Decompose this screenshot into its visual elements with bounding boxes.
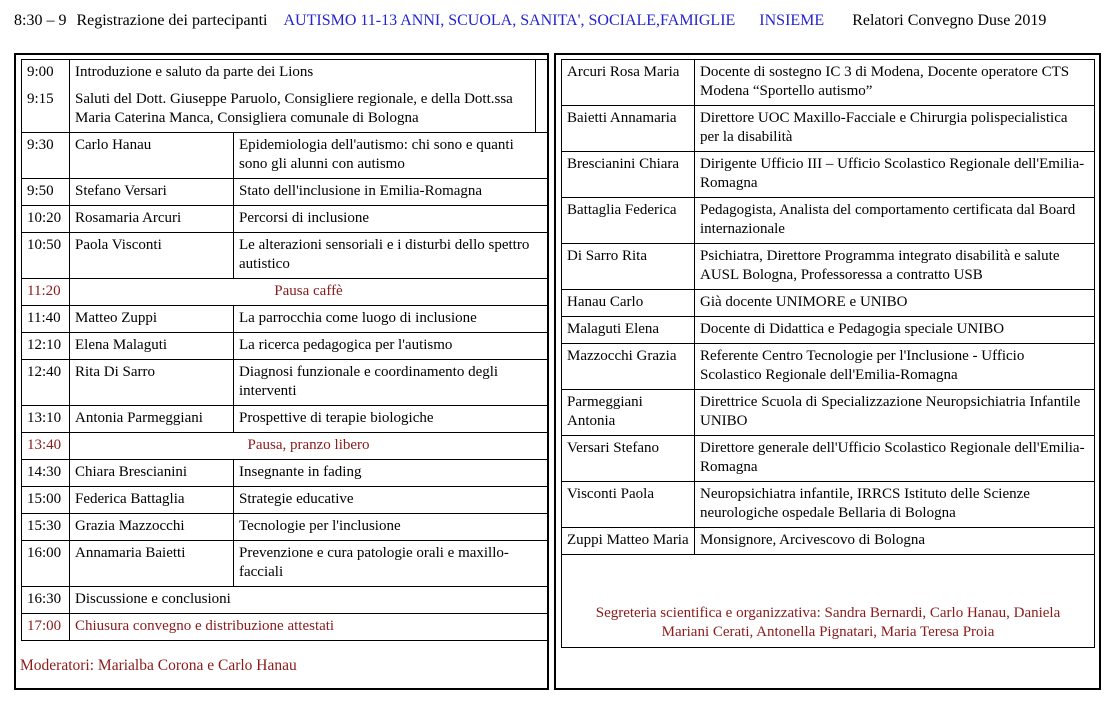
speaker-role-cell: Direttore UOC Maxillo-Facciale e Chirurgia polispecialistica per la disabilità [695,106,1095,152]
speaker-name-cell: Versari Stefano [562,436,695,482]
speaker-role-cell: Dirigente Ufficio III – Ufficio Scolastico Regionale dell'Emilia-Romagna [695,152,1095,198]
schedule-row [22,133,548,179]
schedule-table [21,59,548,641]
speaker-role-cell: Docente di Didattica e Pedagogia speciale UNIBO [695,317,1095,344]
conference-title: AUTISMO 11-13 ANNI, SCUOLA, SANITA', SOCIALE,FAMIGLIE [283,12,736,29]
schedule-row [22,333,548,360]
secretariat-row [562,555,1095,648]
topic-cell: Epidemiologia dell'autismo: chi sono e quanti sono gli alunni con autismo [234,133,548,179]
moderators-note: Moderatori: Marialba Corona e Carlo Hanau [20,657,297,674]
time-cell: 12:10 [22,333,70,360]
opening-description-1: Introduzione e saluto da parte dei Lions [75,64,314,80]
opening-description-cell [70,60,536,133]
speaker-row [562,198,1095,244]
topic-cell: Insegnante in fading [234,460,548,487]
speaker-role-cell: Neuropsichiatra infantile, IRRCS Istituto delle Scienze neurologiche ospedale Bellaria di Bologna [695,482,1095,528]
speaker-role-cell: Psichiatra, Direttore Programma integrato disabilità e salute AUSL Bologna, Professoressa a contratto USB [695,244,1095,290]
time-cell: 16:30 [22,587,70,614]
schedule-row [22,460,548,487]
speaker-row [562,244,1095,290]
speaker-row [562,106,1095,152]
time-cell: 11:20 [22,279,70,306]
time-cell: 15:00 [22,487,70,514]
topic-cell: Chiusura convegno e distribuzione attestati [70,614,548,641]
speaker-row [562,317,1095,344]
speaker-cell: Rita Di Sarro [70,360,234,406]
schedule-row [22,514,548,541]
time-cell: 13:40 [22,433,70,460]
speaker-row [562,344,1095,390]
speaker-cell: Antonia Parmeggiani [70,406,234,433]
topic-cell: Prevenzione e cura patologie orali e maxillo-facciali [234,541,548,587]
topic-cell: Le alterazioni sensoriali e i disturbi dello spettro autistico [234,233,548,279]
speaker-row [562,482,1095,528]
break-label-cell: Pausa, pranzo libero [70,433,548,460]
speaker-cell: Carlo Hanau [70,133,234,179]
topic-cell: Tecnologie per l'inclusione [234,514,548,541]
speaker-name-cell: Visconti Paola [562,482,695,528]
page-header [14,12,1099,30]
speaker-row [562,290,1095,317]
speaker-cell: Annamaria Baietti [70,541,234,587]
speaker-role-cell: Direttrice Scuola di Specializzazione Neuropsichiatria Infantile UNIBO [695,390,1095,436]
registration-time: 8:30 – 9 [14,12,67,29]
schedule-row [22,406,548,433]
time-cell: 9:50 [22,179,70,206]
speakers-table [561,59,1095,648]
topic-cell: Stato dell'inclusione in Emilia-Romagna [234,179,548,206]
break-row [22,433,548,460]
schedule-row-full [22,614,548,641]
speaker-cell: Elena Malaguti [70,333,234,360]
opening-description-2: Saluti del Dott. Giuseppe Paruolo, Consigliere regionale, e della Dott.ssa Maria Caterina Manca, Consigliera comunale di Bologna [75,91,513,126]
topic-cell: Diagnosi funzionale e coordinamento degli interventi [234,360,548,406]
opening-time-2: 9:15 [27,91,54,107]
break-label-cell: Pausa caffè [70,279,548,306]
time-cell: 10:20 [22,206,70,233]
opening-time-1: 9:00 [27,64,54,80]
schedule-row [22,233,548,279]
time-cell: 15:30 [22,514,70,541]
speaker-cell: Federica Battaglia [70,487,234,514]
header-right-label: Relatori Convegno Duse 2019 [852,12,1047,29]
speaker-name-cell: Zuppi Matteo Maria [562,528,695,555]
speaker-name-cell: Hanau Carlo [562,290,695,317]
topic-cell: Discussione e conclusioni [70,587,548,614]
topic-cell: Prospettive di terapie biologiche [234,406,548,433]
speaker-cell: Matteo Zuppi [70,306,234,333]
conference-title-suffix: INSIEME [759,12,825,29]
schedule-row [22,179,548,206]
time-cell: 10:50 [22,233,70,279]
speaker-role-cell: Monsignore, Arcivescovo di Bologna [695,528,1095,555]
break-row [22,279,548,306]
speaker-role-cell: Referente Centro Tecnologie per l'Inclusione - Ufficio Scolastico Regionale dell'Emilia-Romagna [695,344,1095,390]
secretariat-note: Segreteria scientifica e organizzativa: Sandra Bernardi, Carlo Hanau, Daniela Mariani Cerati, Antonella Pignatari, Maria Teresa Proia [562,555,1095,648]
speaker-name-cell: Malaguti Elena [562,317,695,344]
time-cell: 17:00 [22,614,70,641]
speaker-name-cell: Parmeggiani Antonia [562,390,695,436]
speaker-cell: Chiara Brescianini [70,460,234,487]
speaker-cell: Stefano Versari [70,179,234,206]
schedule-row [22,306,548,333]
speaker-name-cell: Baietti Annamaria [562,106,695,152]
topic-cell: Percorsi di inclusione [234,206,548,233]
speaker-role-cell: Già docente UNIMORE e UNIBO [695,290,1095,317]
speaker-cell: Paola Visconti [70,233,234,279]
speaker-role-cell: Pedagogista, Analista del comportamento certificata dal Board internazionale [695,198,1095,244]
empty-sliver-cell [536,60,548,133]
time-cell: 13:10 [22,406,70,433]
speaker-role-cell: Direttore generale dell'Ufficio Scolastico Regionale dell'Emilia-Romagna [695,436,1095,482]
time-cell: 11:40 [22,306,70,333]
speaker-name-cell: Arcuri Rosa Maria [562,60,695,106]
schedule-row-full [22,587,548,614]
time-cell: 12:40 [22,360,70,406]
schedule-row [22,541,548,587]
time-cell: 16:00 [22,541,70,587]
topic-cell: Strategie educative [234,487,548,514]
speaker-name-cell: Brescianini Chiara [562,152,695,198]
schedule-panel [14,53,549,690]
speaker-name-cell: Battaglia Federica [562,198,695,244]
registration-label: Registrazione dei partecipanti [76,12,268,29]
time-cell: 9:30 [22,133,70,179]
schedule-row [22,360,548,406]
speaker-row [562,60,1095,106]
speaker-name-cell: Mazzocchi Grazia [562,344,695,390]
speaker-name-cell: Di Sarro Rita [562,244,695,290]
topic-cell: La parrocchia come luogo di inclusione [234,306,548,333]
speaker-cell: Rosamaria Arcuri [70,206,234,233]
topic-cell: La ricerca pedagogica per l'autismo [234,333,548,360]
speaker-row [562,436,1095,482]
schedule-row [22,487,548,514]
speaker-row [562,152,1095,198]
time-cell [22,60,70,133]
schedule-opening-row [22,60,548,133]
speaker-cell: Grazia Mazzocchi [70,514,234,541]
schedule-row [22,206,548,233]
speaker-role-cell: Docente di sostegno IC 3 di Modena, Docente operatore CTS Modena “Sportello autismo” [695,60,1095,106]
speaker-row [562,528,1095,555]
speaker-row [562,390,1095,436]
speakers-panel [554,53,1101,690]
time-cell: 14:30 [22,460,70,487]
